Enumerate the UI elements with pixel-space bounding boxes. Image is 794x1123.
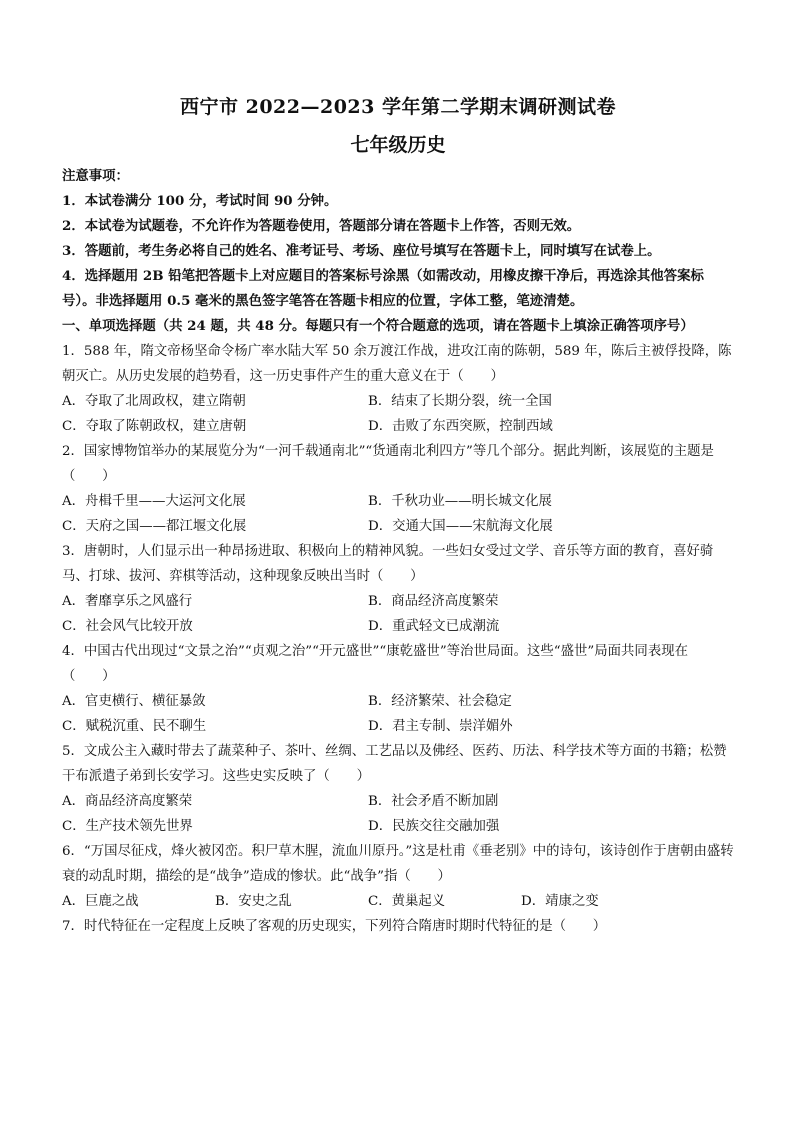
option-list [62, 589, 734, 639]
option-list [62, 389, 734, 439]
question-3 [62, 539, 734, 639]
option-a: A．舟楫千里——大运河文化展 [62, 494, 246, 509]
question-4 [62, 639, 734, 739]
option-a: A．官吏横行、横征暴敛 [62, 694, 206, 709]
option-d: D．民族交往交融加强 [368, 819, 500, 834]
notice-item: 1．本试卷满分 100 分，考试时间 90 分钟。 [62, 193, 338, 209]
question-stem: 3．唐朝时，人们显示出一种昂扬进取、积极向上的精神风貌。一些妇女受过文学、音乐等方面的教育，喜好骑马、打球、拔河、弈棋等活动，这种现象反映出当时（ ） [62, 544, 714, 584]
question-stem: 7．时代特征在一定程度上反映了客观的历史现实，下列符合隋唐时期时代特征的是（ ） [62, 919, 607, 934]
section-heading: 一、单项选择题（共 24 题，共 48 分。每题只有一个符合题意的选项，请在答题卡上填涂正确答项序号） [62, 318, 694, 334]
option-d: D．击败了东西突厥，控制西域 [368, 419, 553, 434]
option-b: B．安史之乱 [215, 894, 292, 909]
option-d: D．君主专制、崇洋媚外 [368, 719, 513, 734]
option-list [62, 489, 734, 539]
option-c: C．天府之国——都江堰文化展 [62, 519, 247, 534]
question-1 [62, 339, 734, 439]
option-c: C．生产技术领先世界 [62, 819, 193, 834]
notice-item: 2．本试卷为试题卷，不允许作为答题卷使用，答题部分请在答题卡上作答，否则无效。 [62, 218, 581, 234]
question-6 [62, 839, 734, 914]
question-7 [62, 914, 734, 939]
option-d: D．重武轻文已成潮流 [368, 619, 500, 634]
question-2 [62, 439, 734, 539]
option-a: A．奢靡享乐之风盛行 [62, 594, 193, 609]
option-b: B．社会矛盾不断加剧 [368, 794, 499, 809]
option-c: C．社会风气比较开放 [62, 619, 193, 634]
question-stem: 1．588 年，隋文帝杨坚命令杨广率水陆大军 50 余万渡江作战，进攻江南的陈朝，589 年，陈后主被俘投降，陈朝灭亡。从历史发展的趋势看，这一历史事件产生的重大意义在于（ ） [62, 344, 732, 384]
option-b: B．商品经济高度繁荣 [368, 594, 499, 609]
option-a: A．夺取了北周政权，建立隋朝 [62, 394, 246, 409]
option-c: C．赋税沉重、民不聊生 [62, 719, 207, 734]
exam-title: 西宁市 2022—2023 学年第二学期末调研测试卷 [180, 96, 616, 118]
question-stem: 2．国家博物馆举办的某展览分为“一河千载通南北”“货通南北利四方”等几个部分。据此判断，该展览的主题是（ ） [62, 444, 714, 484]
question-stem: 5．文成公主入藏时带去了蔬菜种子、茶叶、丝绸、工艺品以及佛经、医药、历法、科学技术等方面的书籍；松赞干布派遣子弟到长安学习。这些史实反映了（ ） [62, 744, 727, 784]
notice-item: 4．选择题用 2B 铅笔把答题卡上对应题目的答案标号涂黑（如需改动，用橡皮擦干净后，再选涂其他答案标号）。非选择题用 0.5 毫米的黑色签字笔答在答题卡相应的位置，字体工整，笔迹清楚。 [62, 268, 704, 309]
option-list [62, 789, 734, 839]
notice-item: 3．答题前，考生务必将自己的姓名、准考证号、考场、座位号填写在答题卡上，同时填写在试卷上。 [62, 243, 661, 259]
option-b: B．经济繁荣、社会稳定 [368, 694, 512, 709]
question-stem: 4．中国古代出现过“文景之治”“贞观之治”“开元盛世”“康乾盛世”等治世局面。这些“盛世”局面共同表现在（ ） [62, 644, 688, 684]
option-a: A．巨鹿之战 [62, 894, 139, 909]
option-b: B．千秋功业——明长城文化展 [368, 494, 552, 509]
option-d: D．靖康之变 [521, 894, 599, 909]
option-c: C．黄巢起义 [368, 894, 446, 909]
notice-title: 注意事项： [62, 168, 129, 184]
exam-subtitle: 七年级历史 [350, 134, 446, 156]
option-c: C．夺取了陈朝政权，建立唐朝 [62, 419, 247, 434]
notice-block [62, 164, 734, 314]
option-list [62, 889, 734, 914]
question-stem: 6．“万国尽征戍，烽火被冈峦。积尸草木腥，流血川原丹。”这是杜甫《垂老别》中的诗句，该诗创作于唐朝由盛转衰的动乱时期，描绘的是“战争”造成的惨状。此“战争”指（ ） [62, 844, 734, 884]
option-list [62, 689, 734, 739]
option-b: B．结束了长期分裂，统一全国 [368, 394, 552, 409]
exam-page [62, 92, 734, 939]
question-5 [62, 739, 734, 839]
option-d: D．交通大国——宋航海文化展 [368, 519, 553, 534]
option-a: A．商品经济高度繁荣 [62, 794, 193, 809]
